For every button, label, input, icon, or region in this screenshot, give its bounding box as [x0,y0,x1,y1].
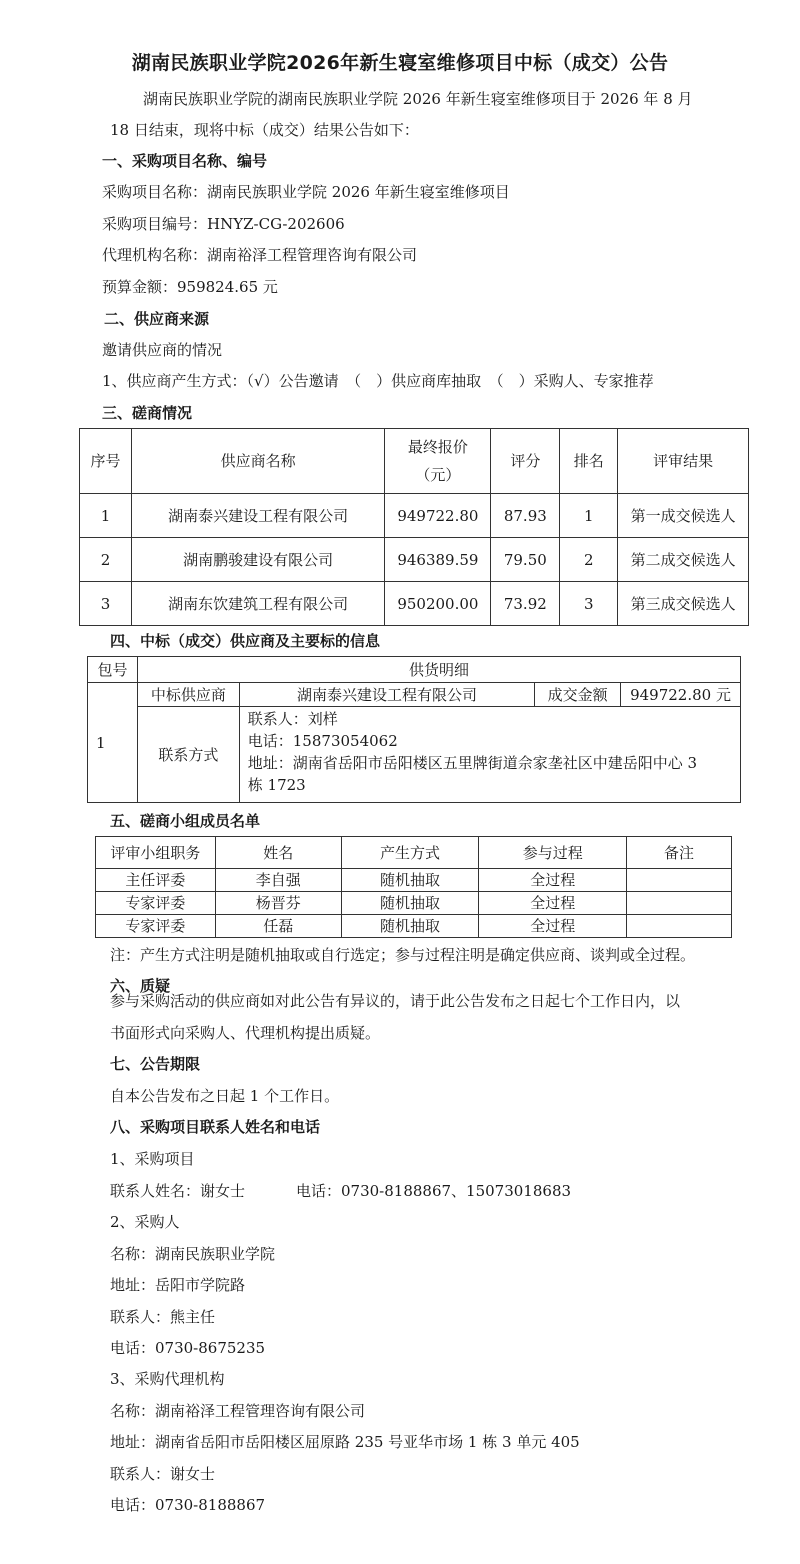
project-contact-phone: 电话：0730-8188867、15073018683 [296,1182,572,1200]
cell-supplier: 湖南泰兴建设工程有限公司 [131,494,385,538]
col-header-selection: 产生方式 [341,837,479,869]
agency-address: 地址：湖南省岳阳市岳阳楼区屈原路 235 号亚华市场 1 栋 3 单元 405 [110,1433,580,1451]
col-header-remarks: 备注 [627,837,732,869]
section4-heading: 四、中标（成交）供应商及主要标的信息 [110,632,381,650]
contact-address-line-2: 栋 1723 [247,776,306,794]
contact-row [88,707,741,803]
contact-address-line-1: 地址：湖南省岳阳市岳阳楼区五里牌街道佘家垄社区中建岳阳中心 3 [247,754,698,772]
cell-score: 87.93 [491,494,560,538]
supplier-method: 1、供应商产生方式：（√）公告邀请 （ ）供应商库抽取 （ ）采购人、专家推荐 [102,372,654,390]
package-number: 1 [88,683,138,803]
section1-heading: 一、采购项目名称、编号 [102,152,268,170]
intro-line-1: 湖南民族职业学院的湖南民族职业学院 2026 年新生寝室维修项目于 2026 年 8 月 [143,90,693,108]
cell-price: 950200.00 [385,582,491,626]
objection-text-2: 书面形式向采购人、代理机构提出质疑。 [110,1024,381,1042]
contact-phone: 电话：15873054062 [247,732,398,750]
supplier-invite-subheading: 邀请供应商的情况 [102,341,223,359]
col-header-name: 姓名 [215,837,341,869]
cell-price: 946389.59 [385,538,491,582]
cell-role: 主任评委 [96,869,216,892]
cell-score: 73.92 [491,582,560,626]
panel-note: 注：产生方式注明是随机抽取或自行选定；参与过程注明是确定供应商、谈判或全过程。 [110,946,696,964]
budget-amount: 预算金额：959824.65 元 [102,278,278,296]
cell-rank: 1 [560,494,618,538]
section5-heading: 五、磋商小组成员名单 [110,812,261,830]
col-header-index: 序号 [80,429,132,494]
contact-details [239,707,740,803]
cell-remarks [627,915,732,938]
col-header-detail: 供货明细 [137,657,740,683]
purchaser-address: 地址：岳阳市学院路 [110,1276,246,1294]
table-row [80,494,749,538]
cell-name: 李自强 [215,869,341,892]
section8-heading: 八、采购项目联系人姓名和电话 [110,1118,321,1136]
cell-score: 79.50 [491,538,560,582]
table-row [96,892,732,915]
winning-amount: 949722.80 元 [621,683,741,707]
cell-index: 2 [80,538,132,582]
col-header-price-label: 最终报价 [407,438,468,456]
cell-name: 杨晋芬 [215,892,341,915]
cell-remarks [627,892,732,915]
agency-name: 代理机构名称：湖南裕泽工程管理咨询有限公司 [102,246,418,264]
cell-result: 第二成交候选人 [618,538,749,582]
col-header-result: 评审结果 [618,429,749,494]
cell-index: 1 [80,494,132,538]
cell-supplier: 湖南鹏骏建设有限公司 [131,538,385,582]
cell-index: 3 [80,582,132,626]
agency-title: 3、采购代理机构 [110,1370,225,1388]
cell-role: 专家评委 [96,915,216,938]
contact-person: 联系人：刘样 [247,710,338,728]
notice-period-text: 自本公告发布之日起 1 个工作日。 [110,1087,340,1105]
cell-role: 专家评委 [96,892,216,915]
winner-row [88,683,741,707]
winner-name: 湖南泰兴建设工程有限公司 [239,683,534,707]
table-row [80,538,749,582]
col-header-score: 评分 [491,429,560,494]
intro-line-2: 18 日结束，现将中标（成交）结果公告如下： [110,121,419,139]
contact-label: 联系方式 [137,707,239,803]
col-header-price [385,429,491,494]
purchaser-contact: 联系人：熊主任 [110,1308,216,1326]
cell-supplier: 湖南东饮建筑工程有限公司 [131,582,385,626]
purchaser-phone: 电话：0730-8675235 [110,1339,266,1357]
bidding-result-table [79,428,749,626]
table-row [96,869,732,892]
col-header-supplier: 供应商名称 [131,429,385,494]
purchaser-name: 名称：湖南民族职业学院 [110,1245,276,1263]
section7-heading: 七、公告期限 [110,1055,201,1073]
agency-phone: 电话：0730-8188867 [110,1496,266,1514]
amount-label: 成交金额 [535,683,621,707]
table-header-row [88,657,741,683]
cell-remarks [627,869,732,892]
cell-participation: 全过程 [479,915,627,938]
section3-heading: 三、磋商情况 [102,404,193,422]
agency-contact-person: 联系人：谢女士 [110,1465,216,1483]
section6-heading: 六、质疑 [110,977,171,995]
agency-contact-name: 名称：湖南裕泽工程管理咨询有限公司 [110,1402,366,1420]
project-contact-name: 联系人姓名：谢女士 [110,1182,246,1200]
project-name: 采购项目名称：湖南民族职业学院 2026 年新生寝室维修项目 [102,183,510,201]
cell-selection: 随机抽取 [341,869,479,892]
winner-info-table [87,656,741,803]
col-header-role: 评审小组职务 [96,837,216,869]
project-contact-title: 1、采购项目 [110,1150,195,1168]
page-title: 湖南民族职业学院2026年新生寝室维修项目中标（成交）公告 [131,52,669,74]
cell-participation: 全过程 [479,892,627,915]
col-header-participation: 参与过程 [479,837,627,869]
purchaser-title: 2、采购人 [110,1213,180,1231]
table-header-row [96,837,732,869]
cell-price: 949722.80 [385,494,491,538]
col-header-price-unit: （元） [415,466,461,484]
objection-text-1: 参与采购活动的供应商如对此公告有异议的，请于此公告发布之日起七个工作日内，以 [110,992,681,1010]
table-header-row [80,429,749,494]
col-header-rank: 排名 [560,429,618,494]
table-row [80,582,749,626]
cell-selection: 随机抽取 [341,892,479,915]
project-code: 采购项目编号：HNYZ-CG-202606 [102,215,345,233]
section2-heading: 二、供应商来源 [104,310,210,328]
cell-participation: 全过程 [479,869,627,892]
cell-result: 第一成交候选人 [618,494,749,538]
cell-name: 任磊 [215,915,341,938]
cell-selection: 随机抽取 [341,915,479,938]
cell-rank: 3 [560,582,618,626]
panel-members-table [95,836,732,938]
winner-label: 中标供应商 [137,683,239,707]
col-header-package: 包号 [88,657,138,683]
table-row [96,915,732,938]
cell-result: 第三成交候选人 [618,582,749,626]
cell-rank: 2 [560,538,618,582]
